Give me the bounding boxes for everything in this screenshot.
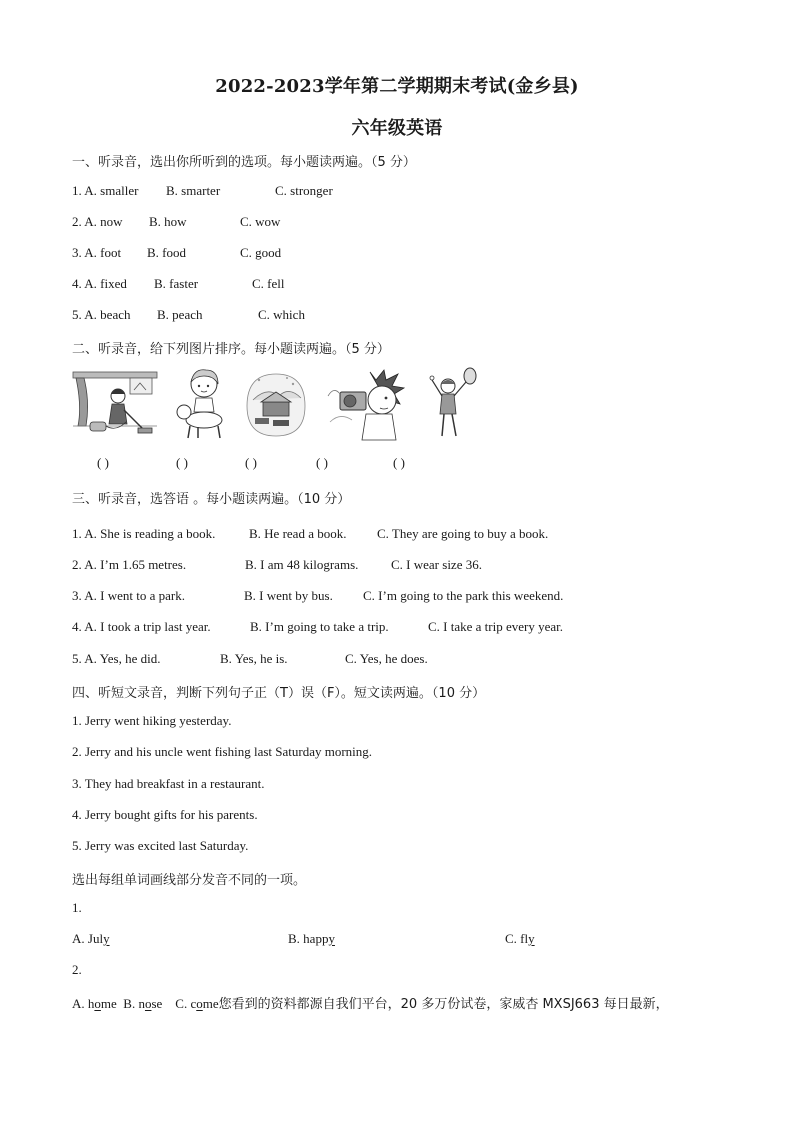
answer-blank-3[interactable]: ( ) [245,455,257,470]
option-a: 3. A. foot [72,245,122,260]
picture-boy-camera [326,366,410,442]
option-b: B. how [149,214,187,229]
option-c: C. which [258,307,305,322]
option-b: B. food [147,245,186,260]
statement-3: 3. They had breakfast in a restaurant. [72,776,265,791]
picture-snow-scene [243,366,309,442]
option-a: 3. A. I went to a park. [72,588,186,603]
option-c: C. good [240,245,282,260]
option-a: 5. A. Yes, he did. [72,651,161,666]
option-a: 2. A. I’m 1.65 metres. [72,557,187,572]
statement-5: 5. Jerry was excited last Saturday. [72,838,249,853]
option-c: C. wow [240,214,281,229]
question-2-options [72,993,669,1012]
option-b: B. smarter [166,183,221,198]
section2-heading: 二、听录音，给下列图片排序。每小题读两遍。（5 分） [72,342,390,357]
option-b: B. peach [157,307,203,322]
option-b: B. Yes, he is. [220,651,288,666]
page-title: 2022-2023学年第二学期期末考试(金乡县) [215,76,579,97]
option-c: C. come [175,996,219,1011]
answer-blank-5[interactable]: ( ) [393,455,405,470]
picture-boy-racket [424,366,480,442]
option-a: A. July [72,931,110,946]
source-notice: 您看到的资料都源自我们平台，20 多万份试卷，家威杏 MXSJ663 每日最新， [218,997,669,1012]
picture-girl-cleaning [72,366,158,442]
question-2-number: 2. [72,962,82,977]
option-c: C. They are going to buy a book. [377,526,549,541]
statement-4: 4. Jerry bought gifts for his parents. [72,807,258,822]
answer-blank-4[interactable]: ( ) [316,455,328,470]
option-b: B. I went by bus. [244,588,333,603]
option-b: B. faster [154,276,199,291]
option-c: C. I wear size 36. [391,557,482,572]
option-c: C. fell [252,276,285,291]
option-b: B. I am 48 kilograms. [245,557,359,572]
option-a: 4. A. I took a trip last year. [72,619,211,634]
option-a: 5. A. beach [72,307,131,322]
section4-heading: 四、听短文录音，判断下列句子正（T）误（F）。短文读两遍。（10 分） [72,686,486,701]
option-c: C. I’m going to the park this weekend. [363,588,564,603]
statement-2: 2. Jerry and his uncle went fishing last Saturday morning. [72,744,373,759]
option-a: 4. A. fixed [72,276,127,291]
option-b: B. He read a book. [249,526,347,541]
option-c: C. stronger [275,183,333,198]
picture-girl-toy-horse [174,366,230,442]
answer-blank-1[interactable]: ( ) [97,455,109,470]
option-c: C. fly [505,931,535,946]
page-subtitle: 六年级英语 [351,118,443,139]
section1-heading: 一、听录音，选出你所听到的选项。每小题读两遍。（5 分） [72,155,416,170]
option-b: B. I’m going to take a trip. [250,619,389,634]
option-c: C. I take a trip every year. [428,619,563,634]
section3-heading: 三、听录音，选答语 。每小题读两遍。（10 分） [72,492,351,507]
answer-blank-2[interactable]: ( ) [176,455,188,470]
statement-1: 1. Jerry went hiking yesterday. [72,713,232,728]
section5-heading: 选出每组单词画线部分发音不同的一项。 [72,873,307,888]
option-c: C. Yes, he does. [345,651,428,666]
option-a: 2. A. now [72,214,123,229]
option-b: B. happy [288,931,335,946]
option-b: B. nose [123,996,163,1011]
option-a: 1. A. smaller [72,183,139,198]
option-a: A. home [72,996,117,1011]
option-a: 1. A. She is reading a book. [72,526,216,541]
question-1-number: 1. [72,900,82,915]
